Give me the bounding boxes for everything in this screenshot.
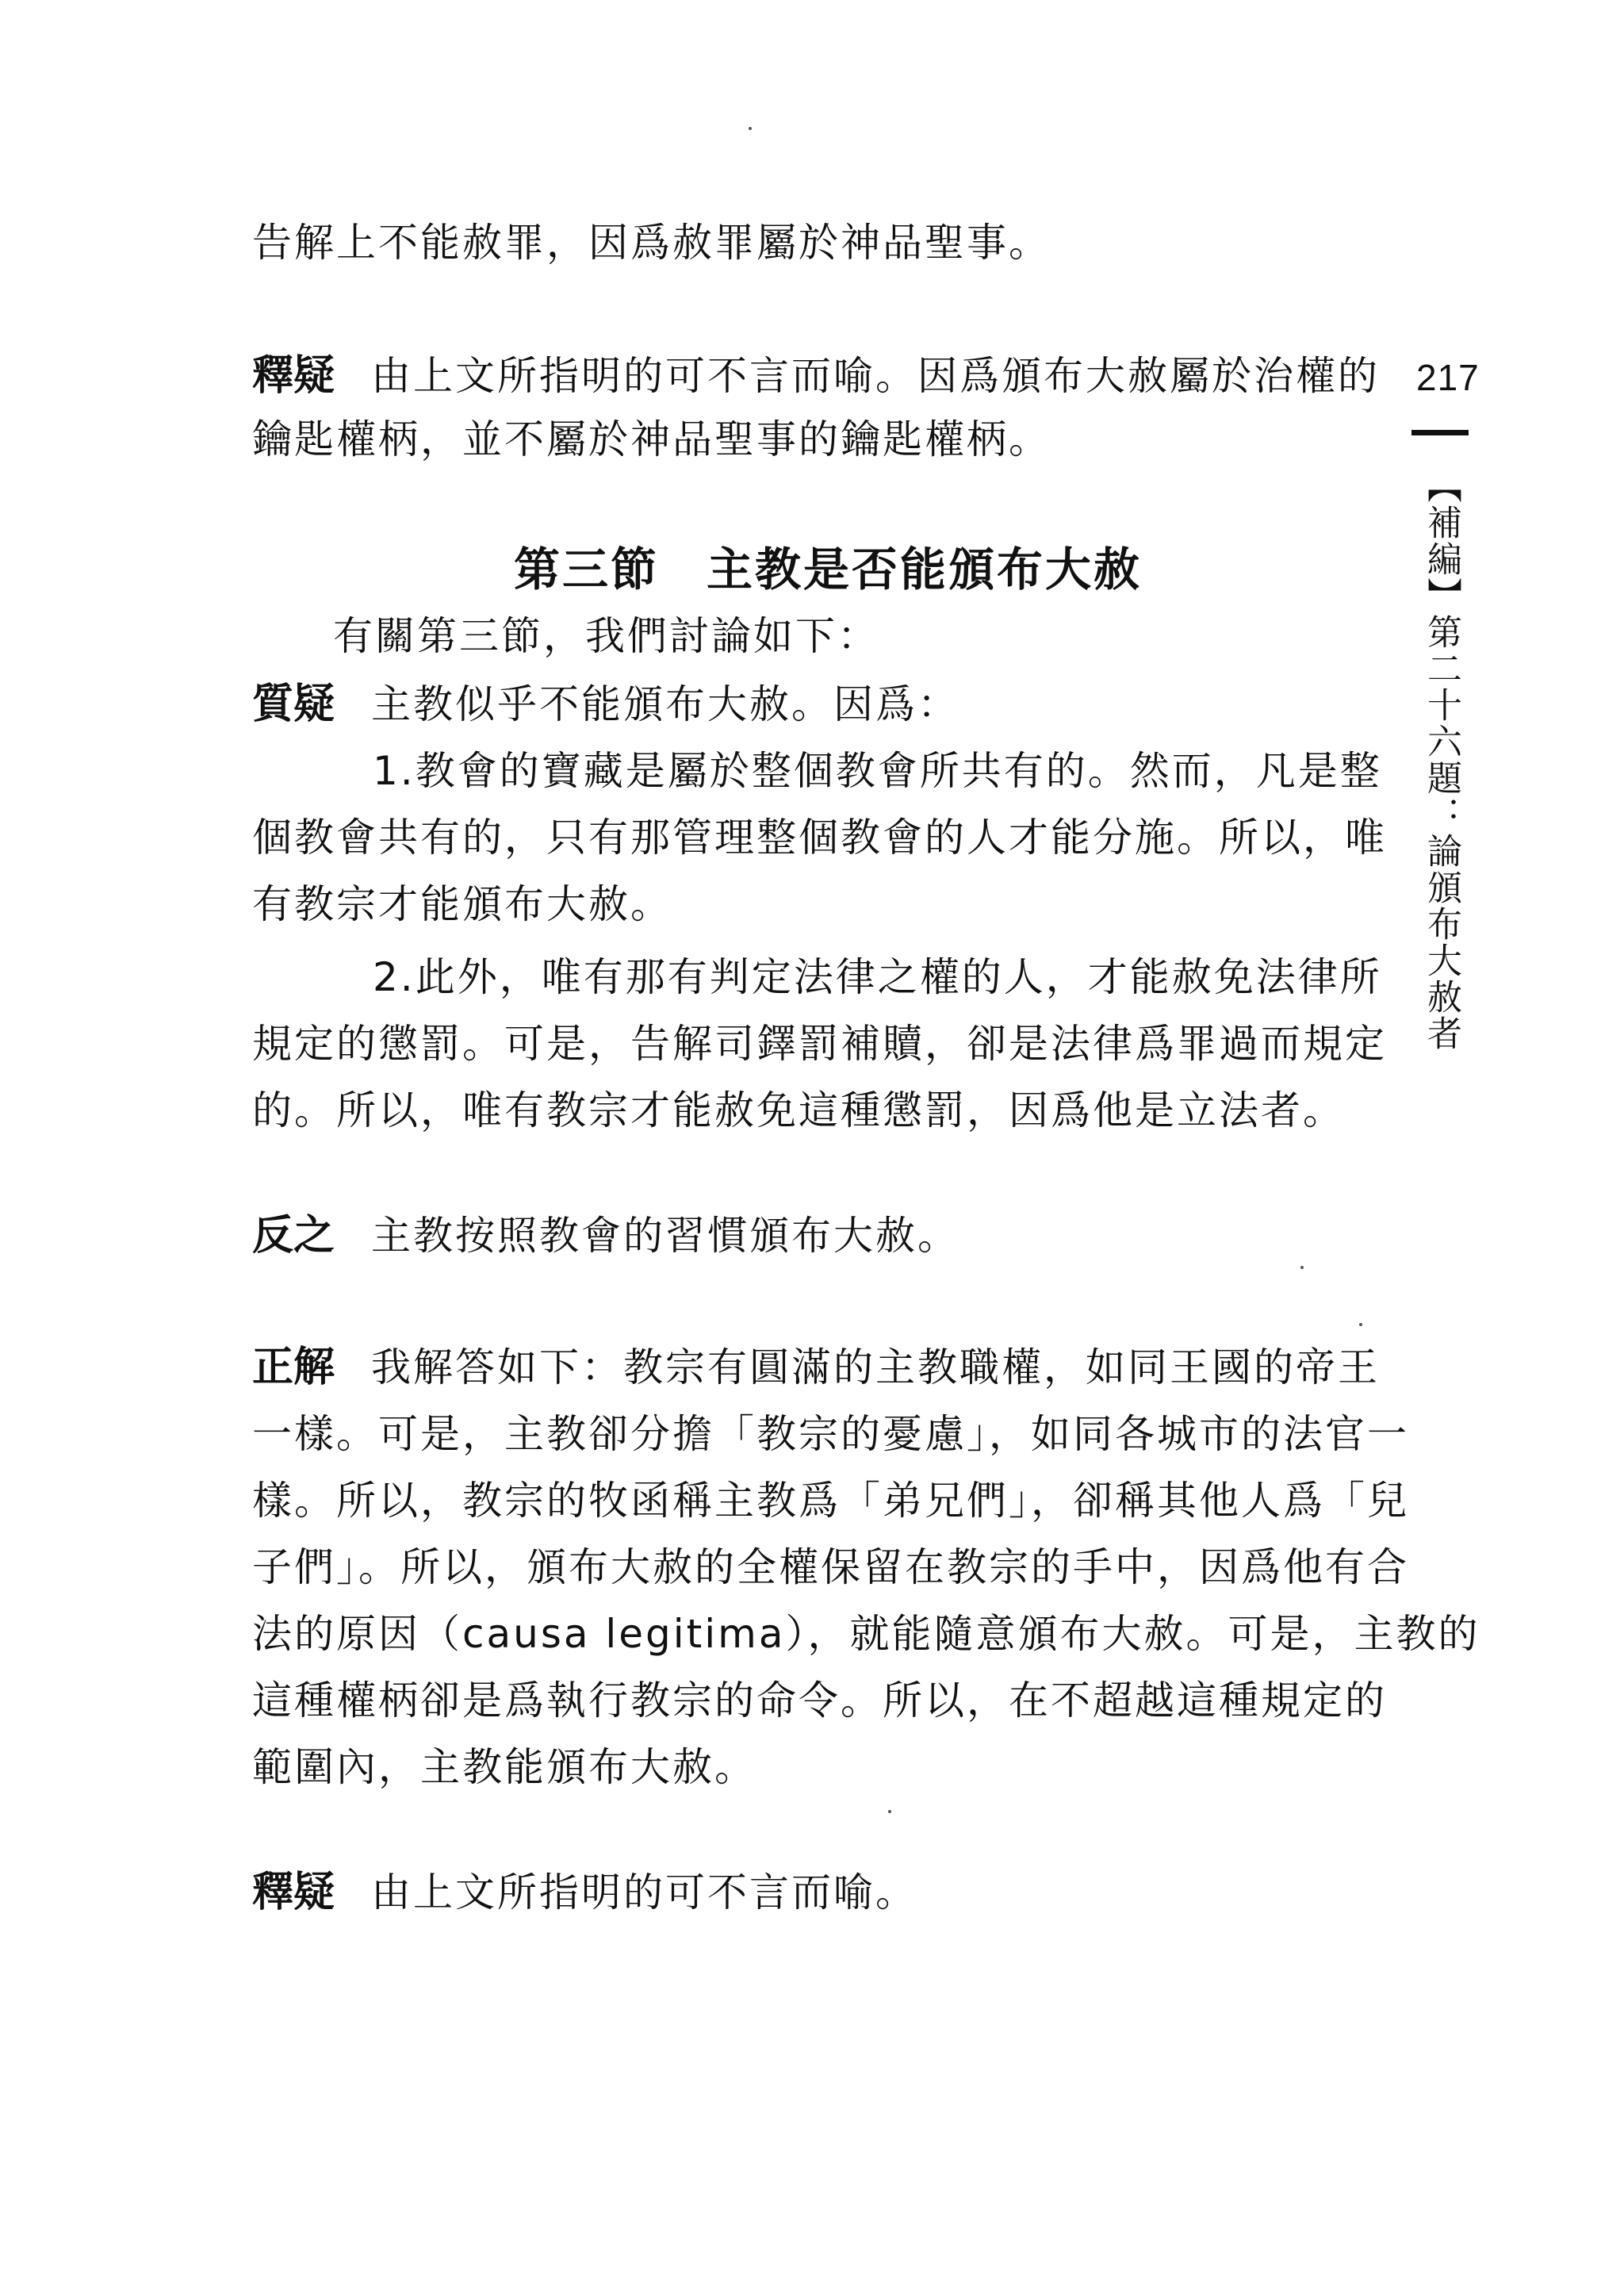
section-number: 第三節	[514, 543, 660, 596]
reply-1-line-2: 鑰匙權柄，並不屬於神品聖事的鑰匙權柄。	[252, 416, 1051, 462]
answer-label: 正解	[252, 1344, 335, 1391]
section-intro: 有關第三節，我們討論如下：	[333, 613, 879, 659]
reply-text: 由上文所指明的可不言而喻。因爲頒布大赦屬於治權的	[371, 353, 1381, 399]
scan-speck	[888, 1810, 891, 1813]
body-line: 告解上不能赦罪，因爲赦罪屬於神品聖事。	[252, 220, 1051, 266]
section-title	[514, 541, 1142, 598]
answer-text: 我解答如下：教宗有圓滿的主教職權，如同王國的帝王	[371, 1344, 1381, 1390]
scan-speck	[1300, 1266, 1304, 1269]
answer-line-2: 一樣。可是，主教卻分擔「教宗的憂慮」，如同各城市的法官一	[252, 1411, 1409, 1457]
answer-line-4: 子們」。所以，頒布大赦的全權保留在教宗的手中，因爲他有合	[252, 1544, 1409, 1590]
page-number: 217	[1416, 357, 1480, 398]
answer-line-6: 這種權柄卻是爲執行教宗的命令。所以，在不超越這種規定的	[252, 1678, 1387, 1724]
reply-1-line-1	[252, 351, 1380, 401]
objection-2-line-1: 2.此外，唯有那有判定法律之權的人，才能赦免法律所	[373, 954, 1382, 1000]
reply-label: 釋疑	[252, 1869, 335, 1916]
objection-1-line-3: 有教宗才能頒布大赦。	[252, 881, 672, 927]
reply-2-line	[252, 1867, 917, 1918]
objection-1-line-1: 1.教會的寶藏是屬於整個教會所共有的。然而，凡是整	[373, 748, 1382, 794]
objection-label: 質疑	[252, 681, 335, 728]
contrary-text: 主教按照教會的習慣頒布大赦。	[371, 1213, 960, 1259]
objection-2-line-3: 的。所以，唯有教宗才能赦免這種懲罰，因爲他是立法者。	[252, 1087, 1345, 1133]
reply-label: 釋疑	[252, 352, 335, 400]
scan-speck	[749, 127, 752, 130]
margin-rule	[1411, 430, 1469, 435]
running-head: 【補編】第二十六題：論頒布大赦者	[1421, 468, 1461, 1052]
contrary-line	[252, 1210, 959, 1261]
section-heading-text: 主教是否能頒布大赦	[707, 543, 1143, 596]
objection-text: 主教似乎不能頒布大赦。因爲：	[371, 681, 960, 727]
answer-line-3: 樣。所以，教宗的牧函稱主教爲「弟兄們」，卻稱其他人爲「兒	[252, 1478, 1409, 1524]
answer-line-7: 範圍內，主教能頒布大赦。	[252, 1744, 756, 1790]
scan-speck	[1359, 1323, 1362, 1326]
reply-text: 由上文所指明的可不言而喻。	[371, 1869, 918, 1915]
contrary-label: 反之	[252, 1212, 335, 1260]
answer-line-5: 法的原因（causa legitima），就能隨意頒布大赦。可是，主教的	[252, 1611, 1480, 1657]
objection-line-1	[252, 679, 959, 730]
answer-line-1	[252, 1342, 1380, 1393]
objection-2-line-2: 規定的懲罰。可是，告解司鐸罰補贖，卻是法律爲罪過而規定	[252, 1021, 1387, 1067]
objection-1-line-2: 個教會共有的，只有那管理整個教會的人才能分施。所以，唯	[252, 815, 1387, 861]
